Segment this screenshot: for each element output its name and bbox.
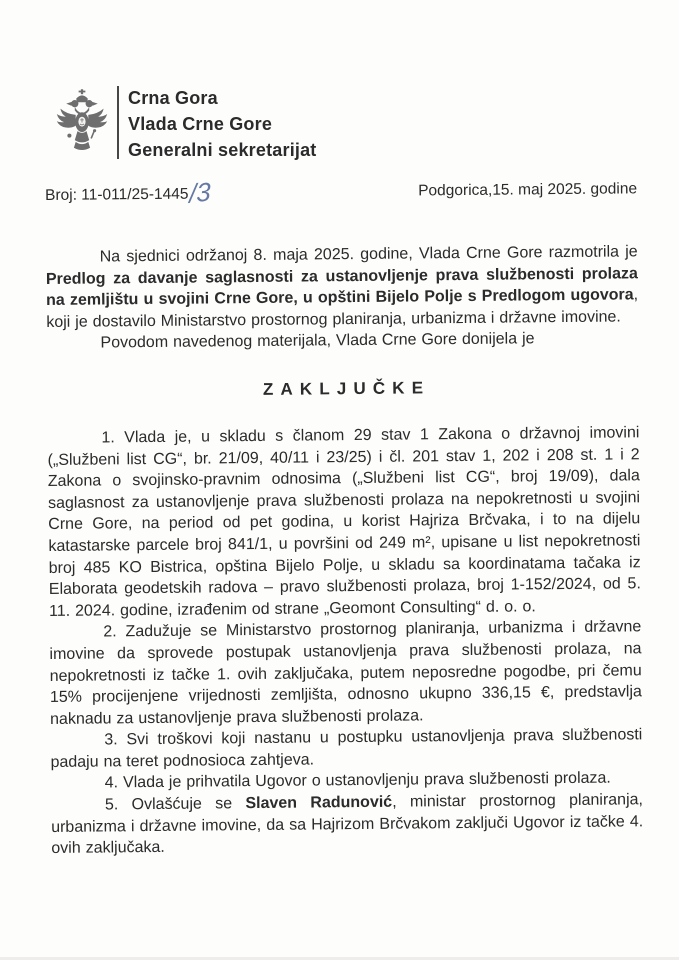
intro-paragraph: Na sjednici održanoj 8. maja 2025. godine, Vlada Crne Gore razmotrila je Predlog za davanje saglasnosti za ustanovljenje prava službenosti prolaza na zemljištu u svojini Crne Gore, u opštini Bijelo Polje s Predlogom ugovora, koji je dostavilo Ministarstvo prostornog planiranja, urbanizma i državne imovine.: [45, 243, 639, 331]
handwritten-copy-number: /3: [189, 176, 212, 209]
org-country: Crna Gora: [128, 88, 218, 108]
place-and-date: Podgorica,15. maj 2025. godine: [418, 180, 638, 200]
letterhead: [55, 84, 317, 163]
reference-row: [45, 176, 638, 209]
letterhead-divider: [117, 86, 119, 159]
intro-followup: Povodom navedenog materijala, Vlada Crne Gore donijela je: [100, 330, 535, 352]
coat-of-arms-icon: [55, 84, 109, 162]
conclusion-item-5: 5. Ovlašćuje se Slaven Radunović, ministar prostornog planiranja, urbanizma i državne imovine, da sa Hajrizom Brčvakom zaključi Ugovor iz tačke 4. ovih zaključaka.: [51, 791, 644, 858]
conclusion-item-2: 2. Zadužuje se Ministarstvo prostornog planiranja, urbanizma i državne imovine da sprovede postupak ustanovljenja prava službenosti prolaza, na nepokretnosti iz tačke 1. ovih zaključaka, putem neposredne pogodbe, pri čemu 15% procijenjene vrijednosti zemljišta, odnosno ukupno 336,15 €, predstavlja naknadu za ustanovljenje prava službenosti prolaza.: [49, 618, 642, 728]
conclusions-heading: ZAKLJUČKE: [262, 378, 431, 399]
reference-number-group: [45, 176, 212, 209]
org-department: Generalni sekretarijat: [128, 140, 317, 160]
conclusion-item-4: 4. Vlada je prihvatila Ugovor o ustanovljenju prava službenosti prolaza.: [104, 770, 611, 792]
letterhead-text: [128, 84, 317, 163]
conclusion-item-3: 3. Svi troškovi koji nastanu u postupku ustanovljenja prava službenosti padaju na teret podnosioca zahtjeva.: [50, 726, 643, 771]
document-body: [45, 176, 644, 859]
conclusion-item-1: 1. Vlada je, u skladu s članom 29 stav 1 Zakona o državnoj imovini („Službeni list CG“, br. 21/09, 40/11 i 23/25) i čl. 201 stav 1, 202 i 208 st. 1 i 2 Zakona o svojinsko-pravnim odnosima („Službeni list CG“, broj 19/09), dala saglasnost za ustanovljenje prava službenosti prolaza na nepokretnosti u svojini Crne Gore, na period od pet godina, u korist Hajriza Brčvaka, i to na dijelu katastarske parcele broj 841/1, u površini od 249 m², upisane u list nepokretnosti broj 485 KO Bistrica, opština Bijelo Polje, u skladu sa koordinatama tačaka iz Elaborata geodetskih radova – pravo službenosti prolaza, broj 1-152/2024, od 5. 11. 2024. godine, izrađenim od strane „Geomont Consulting“ d. o. o.: [47, 424, 641, 620]
org-government: Vlada Crne Gore: [128, 114, 273, 134]
reference-number: Broj: 11-011/25-1445: [45, 185, 189, 204]
